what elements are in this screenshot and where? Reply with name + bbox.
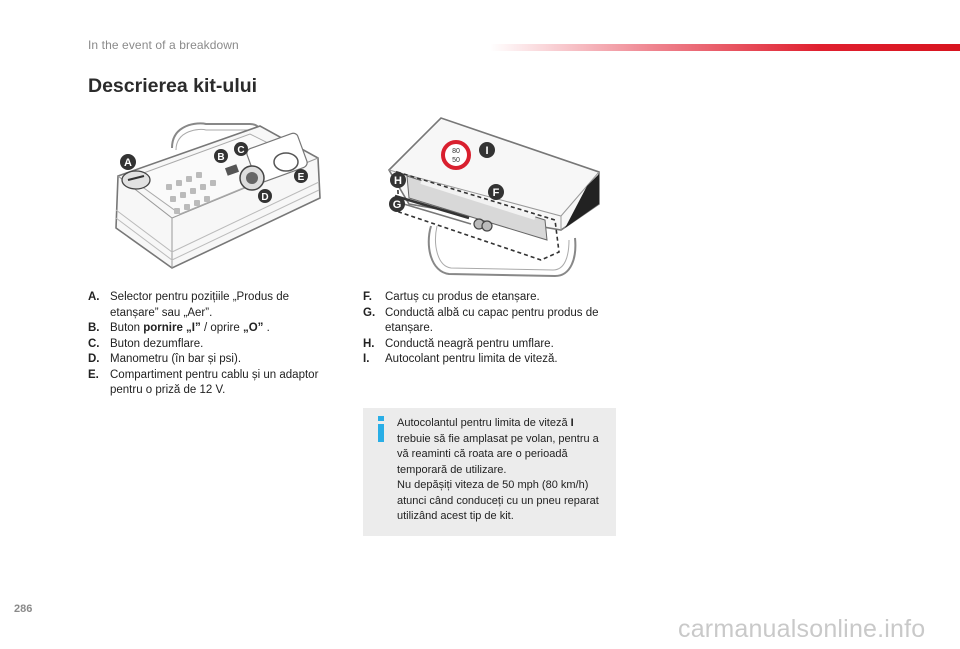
list-text: Selector pentru pozițiile „Produs de etanșare” sau „Aer”. (110, 291, 289, 319)
list-text: Compartiment pentru cablu și un adaptor pentru o priză de 12 V. (110, 368, 319, 396)
list-text: Cartuș cu produs de etanșare. (385, 291, 540, 303)
info-icon (373, 414, 389, 444)
header-accent-bar (490, 44, 960, 51)
info-text-part: Autocolantul pentru limita de viteză (397, 417, 571, 429)
callout-g: G (392, 199, 402, 211)
list-key: G. (363, 306, 376, 319)
list-key: D. (88, 353, 100, 365)
component-list-left (88, 290, 338, 399)
list-item (363, 352, 621, 368)
list-text: . (263, 322, 270, 334)
callout-f: F (492, 187, 500, 199)
callout-d: D (261, 192, 269, 203)
section-header: In the event of a breakdown (88, 38, 239, 52)
list-key: A. (88, 291, 100, 303)
list-item (363, 337, 621, 353)
list-item (88, 290, 338, 321)
list-text: / oprire (200, 322, 243, 334)
compressor-kit-illustration (110, 118, 330, 276)
info-text-bold: I (570, 417, 574, 429)
callout-i: I (485, 145, 489, 157)
callout-a: A (124, 157, 132, 169)
callout-c: C (237, 145, 245, 156)
list-text: Buton (110, 322, 144, 334)
list-item (88, 321, 338, 337)
list-item (363, 306, 621, 337)
list-key: C. (88, 337, 100, 350)
list-key: F. (363, 291, 372, 303)
list-text: Conductă albă cu capac pentru produs de etanșare. (385, 306, 599, 334)
callout-b: B (217, 152, 225, 163)
list-key: E. (88, 368, 99, 381)
list-text-bold: pornire „I” (143, 322, 201, 334)
info-text (397, 416, 609, 525)
page-number: 286 (14, 603, 33, 615)
info-paragraph: Nu depășiți viteza de 50 mph (80 km/h) atunci când conduceți cu un pneu reparat utilizând acest tip de kit. (397, 479, 599, 522)
list-text: Conductă neagră pentru umflare. (385, 337, 554, 350)
component-list-right (363, 290, 621, 368)
sticker-value-2: 50 (452, 157, 460, 164)
list-item (363, 290, 621, 306)
list-key: B. (88, 322, 100, 334)
page-title: Descrierea kit-ului (88, 75, 258, 97)
list-text: Manometru (în bar și psi). (110, 353, 242, 365)
kit-underside-illustration (385, 112, 610, 280)
list-text: Autocolant pentru limita de viteză. (385, 353, 558, 365)
watermark: carmanualsonline.info (678, 615, 926, 643)
list-text: Buton dezumflare. (110, 337, 204, 350)
sticker-value-1: 80 (452, 148, 460, 155)
list-text-bold: „O” (242, 322, 264, 334)
list-key: I. (363, 353, 370, 365)
callout-e: E (297, 172, 305, 183)
list-item (88, 368, 338, 399)
callout-h: H (394, 175, 402, 187)
info-box (363, 408, 616, 536)
info-text-part: trebuie să fie amplasat pe volan, pentru a vă reaminti că roata are o perioadă temporară de utilizare. (397, 432, 599, 476)
list-item (88, 337, 338, 353)
list-key: H. (363, 337, 375, 350)
list-item (88, 352, 338, 368)
info-paragraph (397, 416, 609, 478)
